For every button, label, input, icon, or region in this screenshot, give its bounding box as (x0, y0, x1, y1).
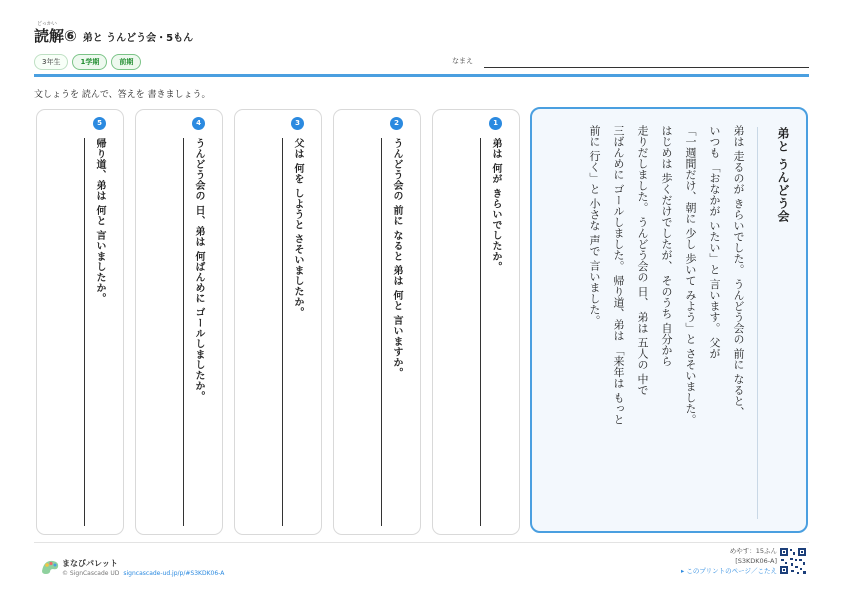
question-number-badge: 1 (489, 117, 502, 130)
question-card-1 (432, 109, 520, 535)
answer-line[interactable] (282, 138, 283, 526)
name-label: なまえ (452, 57, 473, 65)
question-text: うんどう会の 日、弟は 何ばんめに ゴールしましたか。 (193, 138, 204, 402)
time-estimate: めやす：15ふん (729, 547, 777, 555)
worksheet-title (34, 26, 193, 49)
story-line: はじめは 歩くだけでしたが、 そのうち 自分から (660, 125, 673, 367)
answer-line[interactable] (84, 138, 85, 526)
story-line: 弟は 走るのが きらいでした。 うんどう会の 前に なると、 (732, 125, 745, 418)
question-text: 弟は 何が きらいでしたか。 (490, 138, 501, 272)
story-line: 三ばんめに ゴールしました。 帰り道、弟は 「来年は もっと (612, 125, 625, 425)
worksheet-code: [S3KDK06-A] (735, 557, 777, 565)
worksheet-meta (681, 546, 777, 576)
question-text: うんどう会の 前に なると 弟は 何と 言いますか。 (391, 138, 402, 379)
answer-line[interactable] (480, 138, 481, 526)
question-text: 帰り道、弟は 何と 言いましたか。 (94, 138, 105, 304)
question-number-badge: 3 (291, 117, 304, 130)
story-title: 弟と うんどう会 (776, 127, 790, 224)
story-line: 「一週間だけ、朝に 少し 歩いて みよう」と さそいました。 (684, 125, 697, 425)
tag-term: 1学期 (72, 54, 107, 70)
palette-logo-icon (40, 557, 60, 575)
question-card-4 (135, 109, 223, 535)
question-number-badge: 2 (390, 117, 403, 130)
story-panel (530, 107, 808, 533)
qr-code-icon[interactable] (779, 547, 807, 575)
answer-line[interactable] (381, 138, 382, 526)
question-card-3 (234, 109, 322, 535)
question-number-badge: 5 (93, 117, 106, 130)
header-divider (34, 74, 809, 77)
instruction-text: 文しょうを 読んで、答えを 書きましょう。 (34, 90, 211, 100)
title-main: 読解⑥ (34, 27, 77, 45)
story-line: 走りだしました。 うんどう会の 日、 弟は 五人の 中で (636, 125, 649, 396)
grade-tags (34, 54, 141, 70)
tag-period: 前期 (111, 54, 141, 70)
question-number-badge: 4 (192, 117, 205, 130)
question-text: 父は 何を しようと さそいましたか。 (292, 138, 303, 318)
title-subtitle: 弟と うんどう会・5もん (82, 33, 194, 44)
story-line: 前に 行く」と 小さな 声で 言いました。 (588, 125, 601, 326)
question-card-2 (333, 109, 421, 535)
name-field[interactable] (452, 54, 809, 70)
question-card-5 (36, 109, 124, 535)
copyright (62, 570, 224, 577)
answer-line[interactable] (183, 138, 184, 526)
story-divider (757, 127, 758, 519)
story-text (582, 125, 750, 525)
title-furigana: どっかい (37, 21, 57, 27)
name-line (484, 67, 809, 68)
footer-url-link[interactable]: signcascade-ud.jp/p/#S3KDK06-A (123, 570, 225, 577)
brand-name: まなびパレット (62, 559, 118, 568)
copyright-text: © SignCascade UD (62, 570, 120, 577)
worksheet-header (34, 20, 809, 74)
footer-divider (34, 542, 809, 543)
tag-grade: 3年生 (34, 54, 68, 70)
story-line: いつも 「おなかが いたい」と 言います。 父が (708, 125, 721, 359)
answer-page-link[interactable]: ▸ このプリントのページ／こたえ (681, 567, 777, 575)
